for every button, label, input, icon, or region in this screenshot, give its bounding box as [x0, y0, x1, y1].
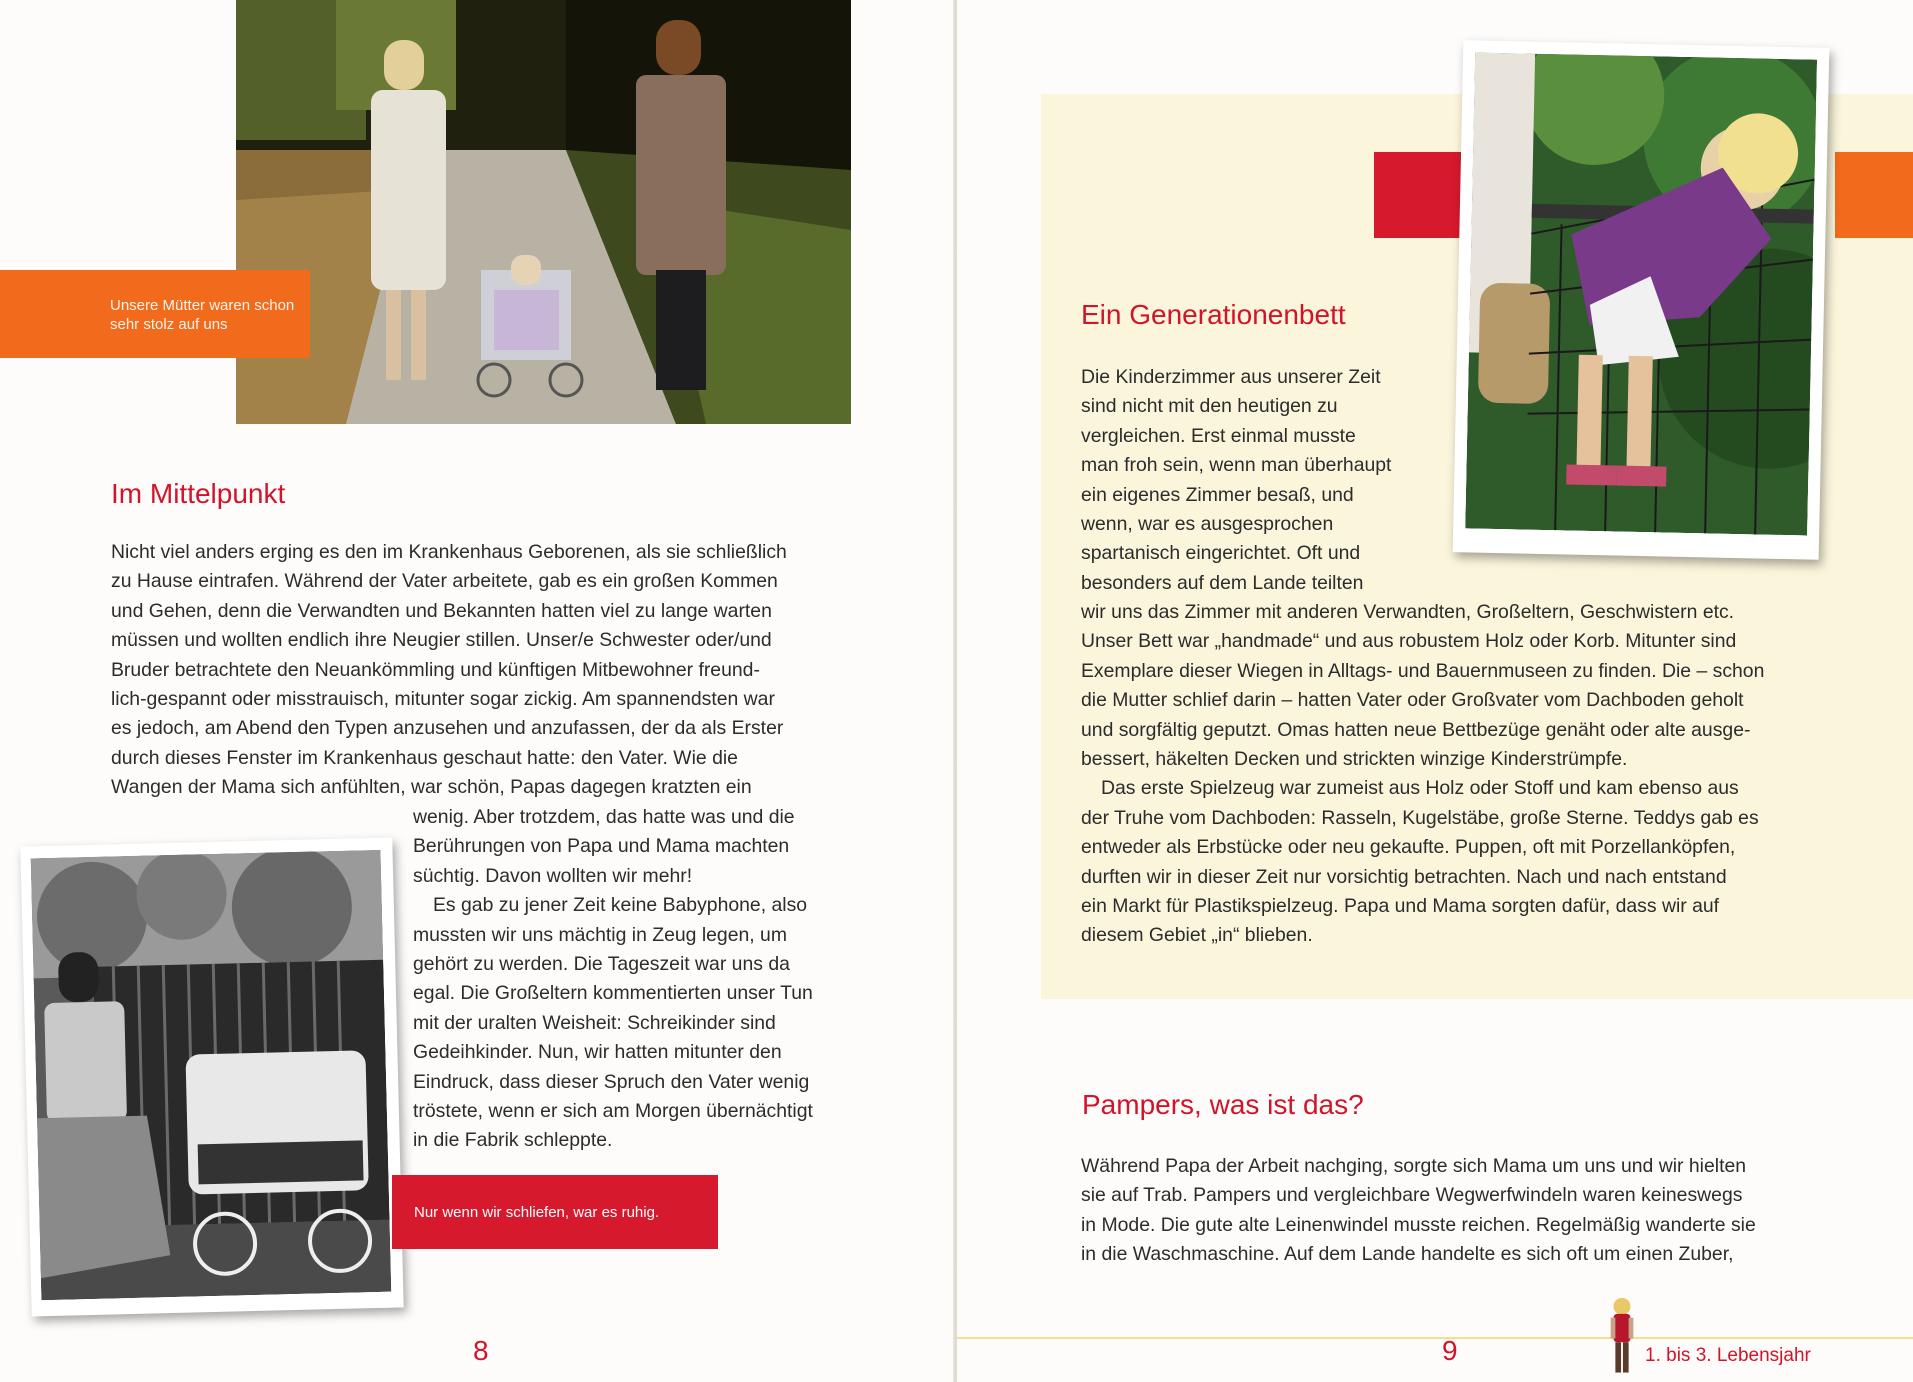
- text-line: Berührungen von Papa und Mama machten: [413, 835, 790, 858]
- text-line: Das erste Spielzeug war zumeist aus Holz oder Stoff und kam ebenso aus: [1101, 777, 1739, 800]
- footer-rule: [957, 1337, 1913, 1339]
- text-line: wenn, war es ausgesprochen: [1081, 513, 1334, 536]
- section-1-narrow-text: [1081, 363, 1471, 598]
- text-line: in die Waschmaschine. Auf dem Lande handelte es sich oft um einen Zuber,: [1081, 1243, 1734, 1266]
- photo-caption: Unsere Mütter waren schon sehr stolz auf uns: [110, 297, 295, 333]
- text-line: egal. Die Großeltern kommentierten unser Tun: [413, 982, 813, 1005]
- red-accent-block: [1374, 152, 1470, 238]
- text-line: tröstete, wenn er sich am Morgen übernächtigt: [413, 1100, 813, 1123]
- photo-caption-box: [0, 270, 310, 358]
- text-line: man froh sein, wenn man überhaupt: [1081, 454, 1392, 477]
- section-heading-im-mittelpunkt: Im Mittelpunkt: [111, 478, 286, 509]
- text-line: Bruder betrachtete den Neuankömmling und künftigen Mitbewohner freund-: [111, 658, 760, 681]
- text-line: Es gab zu jener Zeit keine Babyphone, also: [433, 894, 808, 917]
- photo-child-on-fence: [1465, 52, 1817, 535]
- text-line: besonders auf dem Lande teilten: [1081, 571, 1364, 594]
- text-line: Unser Bett war „handmade“ und aus robustem Holz oder Korb. Mitunter sind: [1081, 630, 1737, 653]
- left-page: [0, 0, 955, 1382]
- text-line: in die Fabrik schleppte.: [413, 1129, 613, 1152]
- text-line: bessert, häkelten Decken und strickten winzige Kinderstrümpfe.: [1081, 748, 1628, 771]
- text-line: zu Hause eintrafen. Während der Vater arbeitete, gab es ein großen Kommen: [111, 570, 778, 593]
- page-number-left: 8: [473, 1335, 489, 1366]
- text-line: durch dieses Fenster im Krankenhaus geschaut hatte: den Vater. Wie die: [111, 746, 738, 769]
- text-line: die Mutter schlief darin – hatten Vater oder Großvater vom Dachboden geholt: [1081, 689, 1744, 712]
- text-line: es jedoch, am Abend den Typen anzusehen und anzufassen, der da als Erster: [111, 717, 784, 740]
- text-line: gehört zu werden. Die Tageszeit war uns da: [413, 953, 790, 976]
- text-line: Nicht viel anders erging es den im Krankenhaus Geborenen, als sie schließlich: [111, 541, 787, 563]
- section-1-wide-text: [1081, 598, 1861, 951]
- text-line: Gedeihkinder. Nun, wir hatten mitunter den: [413, 1041, 782, 1064]
- page-number-right: 9: [1442, 1335, 1458, 1366]
- orange-accent-block: [1835, 152, 1913, 238]
- polaroid-photo-child-on-fence: [1453, 40, 1830, 560]
- text-line: ein eigenes Zimmer besaß, und: [1081, 483, 1354, 506]
- text-line: diesem Gebiet „in“ blieben.: [1081, 924, 1313, 947]
- text-line: in Mode. Die gute alte Leinenwindel musste reichen. Regelmäßig wanderte sie: [1081, 1213, 1756, 1236]
- text-line: und Gehen, denn die Verwandten und Bekannten hatten viel zu lange warten: [111, 599, 772, 622]
- text-line: spartanisch eingerichtet. Oft und: [1081, 542, 1361, 565]
- quote-caption: Nur wenn wir schliefen, war es ruhig.: [414, 1204, 660, 1221]
- text-line: sind nicht mit den heutigen zu: [1081, 395, 1338, 418]
- photo-woman-with-pram: [31, 850, 392, 1300]
- text-line: vergleichen. Erst einmal musste: [1081, 424, 1356, 447]
- text-line: Eindruck, dass dieser Spruch den Vater wenig: [413, 1070, 810, 1093]
- text-line: mussten wir uns mächtig in Zeug legen, um: [413, 923, 787, 946]
- text-line: Während Papa der Arbeit nachging, sorgte sich Mama um uns und wir hielten: [1081, 1155, 1747, 1177]
- chapter-label: 1. bis 3. Lebensjahr: [1645, 1345, 1811, 1366]
- section-2-text: [1081, 1152, 1861, 1270]
- text-line: sie auf Trab. Pampers und vergleichbare Wegwerfwindeln waren keineswegs: [1081, 1184, 1743, 1207]
- text-line: wir uns das Zimmer mit anderen Verwandten, Großeltern, Geschwistern etc.: [1081, 601, 1735, 623]
- text-line: der Truhe vom Dachboden: Rasseln, Kugelstäbe, große Sterne. Teddys gab es: [1081, 806, 1759, 829]
- text-line: entweder als Erbstücke oder neu gekaufte. Puppen, oft mit Porzellanköpfen,: [1081, 836, 1736, 859]
- text-line: mit der uralten Weisheit: Schreikinder sind: [413, 1011, 776, 1034]
- text-line: müssen und wollten endlich ihre Neugier stillen. Unser/e Schwester oder/und: [111, 629, 772, 652]
- polaroid-photo-woman-with-pram: [20, 838, 403, 1317]
- text-line: Wangen der Mama sich anfühlten, war schön, Papas dagegen kratzten ein: [111, 776, 752, 799]
- text-line: durften wir in dieser Zeit nur vorsichtig betrachten. Nach und nach entstand: [1081, 865, 1727, 888]
- text-line: lich-gespannt oder misstrauisch, mitunter sogar zickig. Am spannendsten war: [111, 688, 775, 711]
- paragraph-1: [111, 538, 871, 803]
- child-figure-icon: [1607, 1295, 1637, 1382]
- text-line: Exemplare dieser Wiegen in Alltags- und Bauernmuseen zu finden. Die – schon: [1081, 659, 1765, 682]
- photo-mothers-with-pram: [236, 0, 851, 424]
- paragraph-2: [413, 803, 873, 1156]
- text-line: und sorgfältig geputzt. Omas hatten neue Bettbezüge genäht oder alte ausge-: [1081, 718, 1751, 741]
- quote-caption-box: [392, 1175, 718, 1249]
- section-heading-pampers: Pampers, was ist das?: [1082, 1089, 1364, 1120]
- text-line: süchtig. Davon wollten wir mehr!: [413, 864, 693, 887]
- right-page: [957, 0, 1913, 1382]
- section-heading-ein-generationenbett: Ein Generationenbett: [1081, 299, 1346, 330]
- text-line: wenig. Aber trotzdem, das hatte was und die: [413, 806, 795, 828]
- text-line: Die Kinderzimmer aus unserer Zeit: [1081, 366, 1381, 388]
- text-line: ein Markt für Plastikspielzeug. Papa und Mama sorgten dafür, dass wir auf: [1081, 895, 1720, 918]
